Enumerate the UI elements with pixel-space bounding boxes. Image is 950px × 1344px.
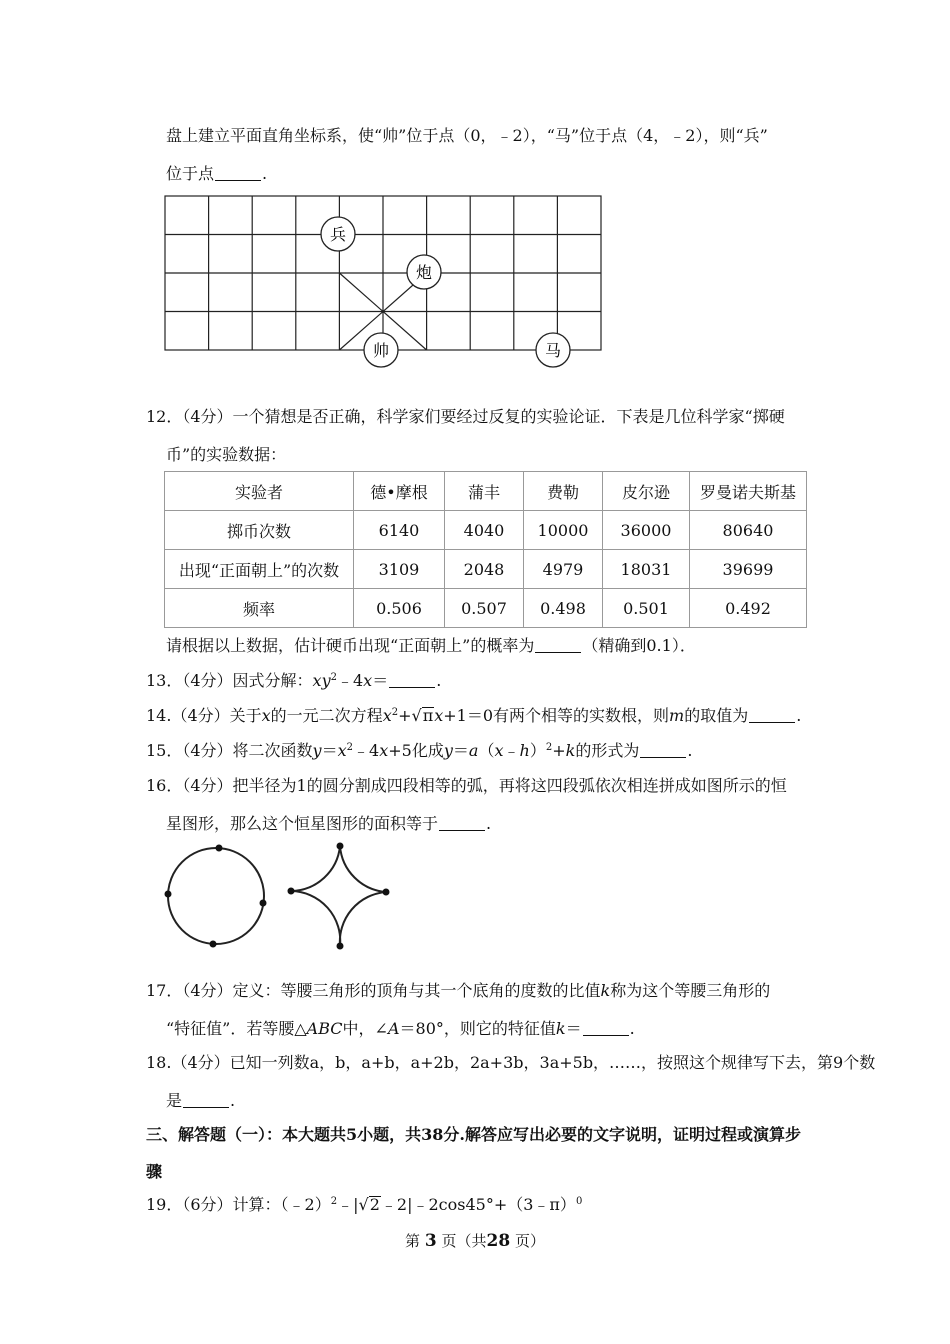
table-header-cell: 皮尔逊 bbox=[603, 472, 690, 511]
svg-text:兵: 兵 bbox=[329, 225, 347, 244]
q17-line1: 17．（4分）定义：等腰三角形的顶角与其一个底角的度数的比值k称为这个等腰三角形的 bbox=[146, 981, 771, 1000]
table-cell: 39699 bbox=[690, 550, 807, 589]
table-cell: 掷币次数 bbox=[165, 511, 354, 550]
answer-blank-q16 bbox=[439, 816, 485, 831]
page-footer: 第 3 页（共28 页） bbox=[405, 1231, 545, 1251]
table-cell: 4979 bbox=[524, 550, 603, 589]
answer-blank-q15 bbox=[640, 743, 686, 758]
q18-line2: 是 . bbox=[166, 1091, 236, 1110]
answer-blank-q11 bbox=[215, 166, 261, 181]
table-cell: 0.492 bbox=[690, 589, 807, 628]
total-page-number: 28 bbox=[486, 1231, 511, 1251]
piece-ma bbox=[536, 333, 570, 367]
svg-text:炮: 炮 bbox=[415, 263, 433, 282]
table-header-cell: 实验者 bbox=[165, 472, 354, 511]
table-cell: 0.501 bbox=[603, 589, 690, 628]
q17-line2: “特征值”．若等腰△ABC中，∠A＝80°，则它的特征值k＝ . bbox=[166, 1019, 635, 1038]
piece-pao bbox=[407, 255, 441, 289]
q16-line2: 星图形，那么这个恒星图形的面积等于 . bbox=[166, 814, 492, 833]
table-cell: 0.507 bbox=[445, 589, 524, 628]
table-header-cell: 德•摩根 bbox=[354, 472, 445, 511]
svg-text:帅: 帅 bbox=[372, 341, 390, 360]
experiment-data-table bbox=[164, 471, 807, 628]
table-cell: 10000 bbox=[524, 511, 603, 550]
table-cell: 36000 bbox=[603, 511, 690, 550]
q16-line1: 16．（4分）把半径为1的圆分割成四段相等的弧，再将这四段弧依次相连拼成如图所示的恒 bbox=[146, 776, 787, 795]
answer-blank-q14 bbox=[749, 708, 795, 723]
answer-blank-q17 bbox=[583, 1021, 629, 1036]
q15-line: 15．（4分）将二次函数$y=x^2﹣4x+5$化成y＝a（x﹣h）$^2$+k的形式为 . bbox=[146, 741, 693, 760]
q19-line: 19．（6分）计算：（﹣2）$^2$﹣|√2﹣2|﹣2cos45°+（3﹣π）$^0$ bbox=[146, 1195, 583, 1214]
table-header-cell: 蒲丰 bbox=[445, 472, 524, 511]
q18-line1: 18.（4分）已知一列数a，b，a+b，a+2b，2a+3b，3a+5b，……，按照这个规律写下去，第9个数 bbox=[146, 1053, 876, 1072]
q11-line2: 位于点 . bbox=[166, 164, 268, 183]
table-cell: 80640 bbox=[690, 511, 807, 550]
answer-blank-q13 bbox=[389, 673, 435, 688]
q12-line2: 币”的实验数据： bbox=[166, 445, 287, 464]
svg-text:马: 马 bbox=[544, 341, 562, 360]
sqrt-2: √2 bbox=[358, 1195, 380, 1214]
table-header-cell: 费勒 bbox=[524, 472, 603, 511]
table-row bbox=[165, 511, 807, 550]
table-cell: 6140 bbox=[354, 511, 445, 550]
q14-line: 14.（4分）关于x的一元二次方程$x^2+√\pi x+1=0$有两个相等的实数根，则m的取值为 . bbox=[146, 706, 802, 725]
table-cell: 2048 bbox=[445, 550, 524, 589]
current-page-number: 3 bbox=[424, 1231, 437, 1251]
table-row bbox=[165, 589, 807, 628]
table-cell: 频率 bbox=[165, 589, 354, 628]
q12-line1: 12．（4分）一个猜想是否正确，科学家们要经过反复的实验论证．下表是几位科学家“掷硬 bbox=[146, 407, 785, 426]
chess-board-figure bbox=[160, 190, 610, 376]
table-cell: 18031 bbox=[603, 550, 690, 589]
star-figure bbox=[284, 840, 396, 952]
q11-line2-text: 位于点 bbox=[166, 164, 215, 183]
q13-line: 13．（4分）因式分解：$xy^2﹣4x=$ . bbox=[146, 671, 442, 690]
q12-after-table: 请根据以上数据，估计硬币出现“正面朝上”的概率为 （精确到0.1）． bbox=[166, 636, 696, 655]
table-row bbox=[165, 550, 807, 589]
table-cell: 0.498 bbox=[524, 589, 603, 628]
piece-bing bbox=[321, 217, 355, 251]
answer-blank-q12 bbox=[535, 638, 581, 653]
sqrt-pi: √π bbox=[411, 706, 434, 725]
table-header-row bbox=[165, 472, 807, 511]
section-3-heading: 三、解答题（一）：本大题共5小题，共38分.解答应写出必要的文字说明，证明过程或演算步 bbox=[146, 1125, 801, 1144]
table-header-cell: 罗曼诺夫斯基 bbox=[690, 472, 807, 511]
answer-blank-q18 bbox=[183, 1093, 229, 1108]
table-cell: 3109 bbox=[354, 550, 445, 589]
section-3-heading-cont: 骤 bbox=[146, 1162, 163, 1181]
table-cell: 出现“正面朝上”的次数 bbox=[165, 550, 354, 589]
table-cell: 4040 bbox=[445, 511, 524, 550]
q11-line1: 盘上建立平面直角坐标系，使“帅”位于点（0，﹣2），“马”位于点（4，﹣2），则“兵” bbox=[166, 126, 768, 145]
table-cell: 0.506 bbox=[354, 589, 445, 628]
circle-figure bbox=[160, 840, 272, 952]
piece-shuai bbox=[364, 333, 398, 367]
